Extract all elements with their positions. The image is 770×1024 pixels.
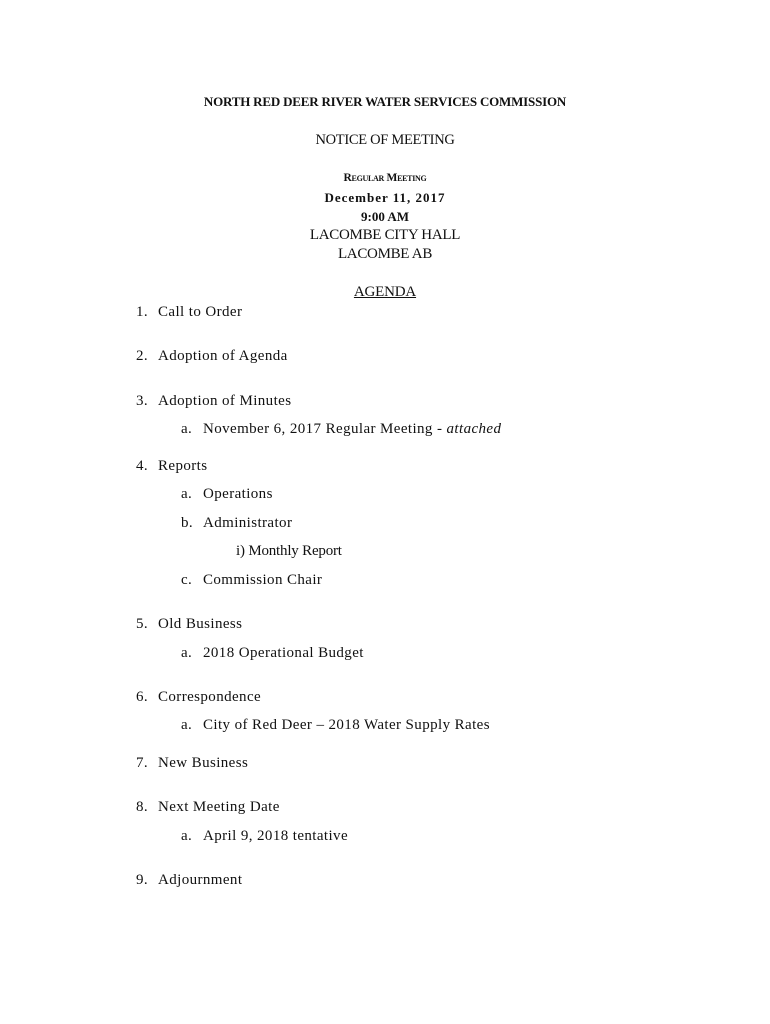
item-number: 3.: [136, 393, 149, 409]
sub-item-label: 2018 Operational Budget: [203, 645, 364, 661]
item-number: 9.: [136, 872, 149, 888]
item-label: Call to Order: [158, 304, 243, 320]
item-number: 4.: [136, 458, 149, 474]
agenda-item-adjournment: [136, 872, 242, 889]
item-number: 8.: [136, 799, 149, 815]
sub-item-label: Operations: [203, 486, 273, 502]
item-number: 6.: [136, 689, 149, 705]
agenda-item-new-business: [136, 755, 248, 772]
agenda-item-adoption-of-agenda: [136, 348, 288, 365]
meeting-venue: LACOMBE CITY HALL: [309, 227, 461, 243]
item-label: New Business: [158, 755, 249, 771]
agenda-item-call-to-order: [136, 304, 242, 321]
agenda-item-next-meeting-date: [136, 799, 280, 816]
organization-title: NORTH RED DEER RIVER WATER SERVICES COMMISSION: [203, 94, 567, 109]
agenda-item-reports: [136, 458, 207, 475]
item-label: Adoption of Minutes: [158, 393, 292, 409]
sub-item-tentative-date: [181, 828, 348, 845]
sub-item-operations: [181, 486, 273, 503]
sub-sub-item-monthly-report: i) Monthly Report: [236, 543, 342, 559]
agenda-heading: AGENDA: [353, 284, 417, 300]
sub-item-commission-chair: [181, 572, 322, 589]
agenda-item-correspondence: [136, 689, 261, 706]
item-number: 1.: [136, 304, 149, 320]
sub-item-letter: a.: [181, 421, 193, 437]
attached-note: attached: [446, 421, 502, 437]
item-label: Adjournment: [158, 872, 243, 888]
agenda-item-adoption-of-minutes: [136, 393, 291, 410]
meeting-date: December 11, 2017: [324, 190, 446, 205]
item-label: Reports: [158, 458, 208, 474]
item-label: Old Business: [158, 616, 243, 632]
item-number: 2.: [136, 348, 149, 364]
item-label: Next Meeting Date: [158, 799, 280, 815]
sub-item-administrator: [181, 515, 292, 532]
sub-item-label: Administrator: [203, 515, 293, 531]
sub-item-letter: a.: [181, 717, 193, 733]
notice-title: NOTICE OF MEETING: [315, 132, 455, 148]
sub-item-letter: a.: [181, 645, 193, 661]
sub-item-label: Commission Chair: [203, 572, 323, 588]
meeting-time: 9:00 AM: [360, 209, 410, 224]
sub-item-letter: b.: [181, 515, 194, 531]
item-number: 7.: [136, 755, 149, 771]
item-label: Adoption of Agenda: [158, 348, 288, 364]
item-number: 5.: [136, 616, 149, 632]
sub-item-letter: a.: [181, 486, 193, 502]
sub-item-label: April 9, 2018 tentative: [203, 828, 349, 844]
sub-item-minutes: [181, 421, 501, 438]
sub-item-label: November 6, 2017 Regular Meeting -: [203, 421, 447, 437]
sub-item-water-supply-rates: [181, 717, 490, 734]
sub-item-label: City of Red Deer – 2018 Water Supply Rates: [203, 717, 490, 733]
agenda-item-old-business: [136, 616, 242, 633]
meeting-city: LACOMBE AB: [337, 246, 433, 262]
sub-item-letter: a.: [181, 828, 193, 844]
meeting-type: Regular Meeting: [343, 172, 427, 184]
sub-item-letter: c.: [181, 572, 193, 588]
sub-item-operational-budget: [181, 645, 364, 662]
item-label: Correspondence: [158, 689, 262, 705]
